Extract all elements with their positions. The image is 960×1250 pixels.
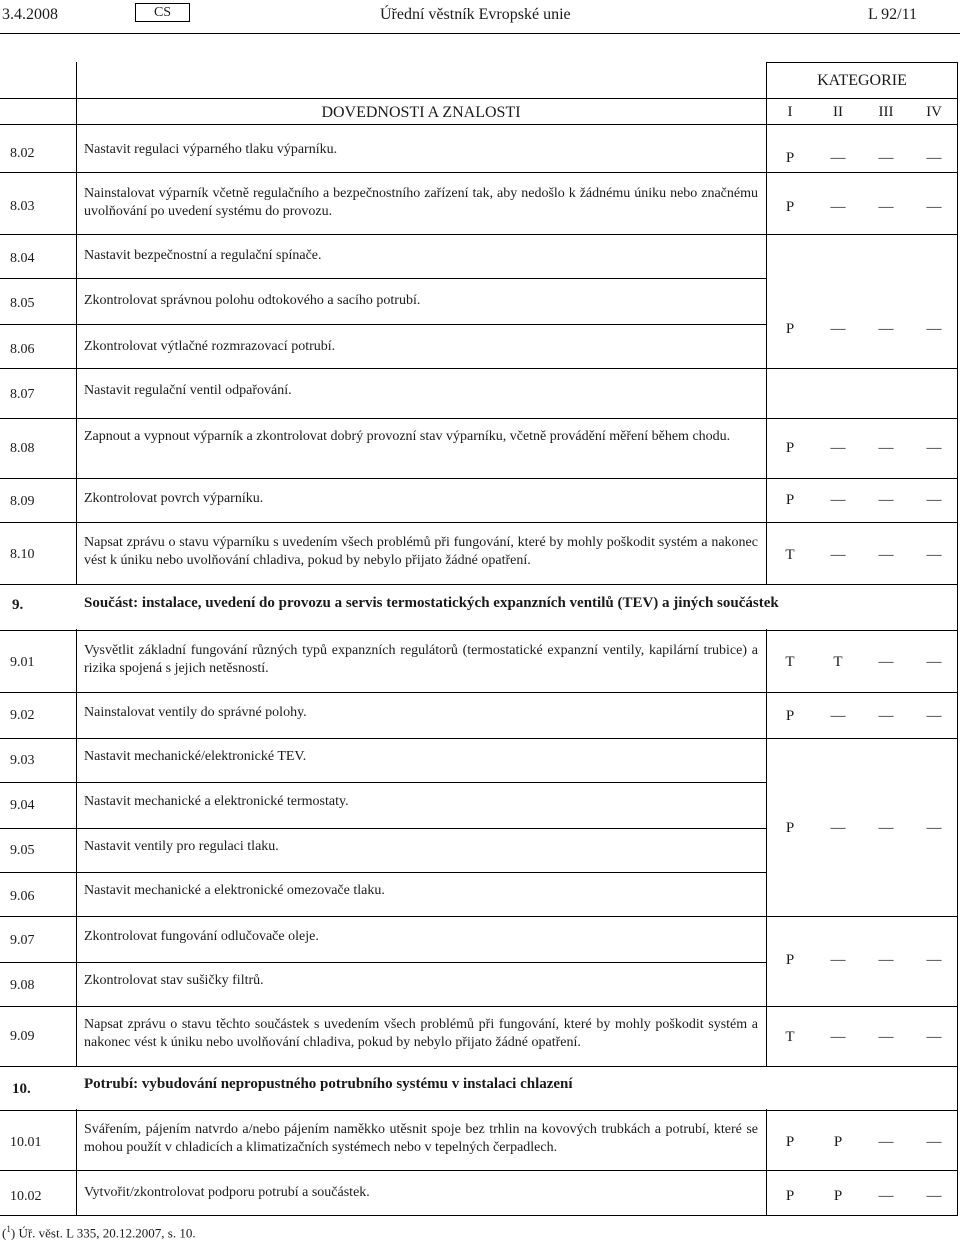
row-divider: [0, 368, 958, 369]
category-cell: T: [785, 654, 795, 670]
column-divider-number: [76, 62, 77, 1216]
category-column-2: II: [833, 104, 843, 120]
language-code-box: CS: [135, 3, 190, 22]
category-cell: —: [926, 321, 942, 337]
skills-header: DOVEDNOSTI A ZNALOSTI: [321, 104, 521, 121]
category-cell: P: [833, 1188, 843, 1204]
footnote-text: Úř. věst. L 335, 20.12.2007, s. 10.: [18, 1225, 196, 1241]
row-divider: [0, 234, 958, 235]
category-cell: —: [830, 150, 846, 166]
category-column-4: IV: [926, 104, 942, 120]
category-cell: —: [830, 708, 846, 724]
category-columns: [766, 104, 958, 126]
category-cell: —: [926, 150, 942, 166]
category-cell: T: [785, 547, 795, 563]
category-cell: —: [830, 199, 846, 215]
item-number: 9.04: [10, 798, 35, 813]
item-text: Zapnout a vypnout výparník a zkontrolovat dobrý provozní stav výparníku, včetně provádění měření během chodu.: [84, 429, 731, 444]
category-cell: —: [926, 1029, 942, 1045]
item-text: Nainstalovat výparník včetně regulačního a bezpečnostního zařízení tak, aby nedošlo k žádnému úniku nebo značnému uvolňování po uvedení systému do provozu.: [84, 186, 758, 219]
category-cell: —: [878, 1188, 894, 1204]
category-cell: —: [830, 547, 846, 563]
item-number: 9.06: [10, 889, 35, 904]
item-text: Vysvětlit základní fungování různých typů expanzních regulátorů (termostatické expanzní ventily, kapilární trubice) a rizika spojená s jejich netěsností.: [84, 643, 758, 676]
row-divider: [0, 1110, 958, 1111]
row-divider: [0, 782, 767, 783]
item-number: 8.04: [10, 251, 35, 266]
category-cell: P: [785, 1188, 795, 1204]
category-cells: [766, 1186, 958, 1206]
category-cells: [766, 490, 958, 510]
category-cell: P: [785, 199, 795, 215]
row-divider: [0, 324, 767, 325]
journal-title: Úřední věstník Evropské unie: [380, 6, 571, 23]
section-number: 10.: [12, 1081, 31, 1097]
row-divider: [0, 278, 767, 279]
item-text: Zkontrolovat správnou polohu odtokového a sacího potrubí.: [84, 293, 421, 308]
category-cell: —: [878, 440, 894, 456]
category-cell: —: [878, 492, 894, 508]
item-number: 8.07: [10, 387, 35, 402]
category-cell: —: [926, 1188, 942, 1204]
category-cell: —: [878, 820, 894, 836]
category-cell: T: [833, 654, 843, 670]
category-cell: P: [785, 150, 795, 166]
category-cells: [766, 438, 958, 458]
page-reference: L 92/11: [868, 6, 918, 23]
row-divider: [0, 1170, 958, 1171]
item-number: 9.07: [10, 933, 35, 948]
item-text: Napsat zprávu o stavu výparníku s uvedením všech problémů při fungování, které by mohly poškodit systém a nakonec vést k úniku nebo uvolňování chladiva, pokud by nebylo přijato žádné opatření.: [84, 535, 758, 568]
footnote: ($^1$) Úř. věst. L 335, 20.12.2007, s. 10.: [2, 1224, 196, 1241]
category-cell: —: [926, 547, 942, 563]
category-cell: —: [926, 492, 942, 508]
category-cell: —: [830, 492, 846, 508]
category-cell: —: [830, 440, 846, 456]
item-text: Nainstalovat ventily do správné polohy.: [84, 705, 307, 720]
row-divider: [0, 522, 958, 523]
item-number: 9.09: [10, 1029, 35, 1044]
header-date: 3.4.2008: [2, 6, 58, 23]
category-cell: —: [878, 321, 894, 337]
category-cell: —: [878, 547, 894, 563]
item-text: Svářením, pájením natvrdo a/nebo pájením naměkko utěsnit spoje bez trhlin na kovových trubkách a potrubí, které se mohou použít v chladicích a klimatizačních systémech nebo v tepelných čerpadlech.: [84, 1122, 758, 1155]
row-divider: [0, 738, 958, 739]
category-cells: [766, 706, 958, 726]
category-cell: —: [878, 1029, 894, 1045]
category-column-1: I: [787, 104, 793, 120]
table-header-divider: [0, 98, 958, 99]
footnote-mark: 1: [6, 1224, 11, 1234]
section-title: Součást: instalace, uvedení do provozu a servis termostatických expanzních ventilů (TEV) a jiných součástek: [84, 595, 779, 611]
category-column-3: III: [878, 104, 894, 120]
row-divider: [0, 872, 767, 873]
row-divider: [0, 962, 767, 963]
category-cell: —: [830, 820, 846, 836]
category-cell: —: [878, 199, 894, 215]
category-cells: [766, 1027, 958, 1047]
category-cells: [766, 1132, 958, 1152]
category-cells: [766, 652, 958, 672]
item-number: 8.10: [10, 547, 35, 562]
item-text: Nastavit ventily pro regulaci tlaku.: [84, 839, 279, 854]
category-cell: —: [926, 820, 942, 836]
section-title: Potrubí: vybudování nepropustného potrubního systému v instalaci chlazení: [84, 1076, 573, 1092]
table-bottom: [0, 1215, 958, 1216]
section-number: 9.: [12, 597, 24, 613]
item-text: Napsat zprávu o stavu těchto součástek s uvedením všech problémů při fungování, které by mohly poškodit systém a nakonec vést k úniku nebo uvolňování chladiva, pokud by nebylo přijato žádné opatření.: [84, 1017, 758, 1050]
item-number: 8.08: [10, 441, 35, 456]
item-number: 9.01: [10, 655, 35, 670]
item-number: 10.01: [10, 1135, 42, 1150]
item-number: 8.09: [10, 494, 35, 509]
row-divider: [0, 828, 767, 829]
category-cell: —: [878, 708, 894, 724]
category-cell: —: [926, 654, 942, 670]
category-cell: P: [833, 1134, 843, 1150]
row-divider: [0, 418, 958, 419]
category-cells: [766, 319, 958, 339]
category-header: KATEGORIE: [817, 72, 907, 89]
item-number: 8.06: [10, 342, 35, 357]
page-header: [0, 0, 960, 36]
row-divider: [0, 478, 958, 479]
category-cells: [766, 545, 958, 565]
category-cell: P: [785, 952, 795, 968]
skills-table: [0, 62, 960, 1216]
category-cell: —: [926, 708, 942, 724]
category-cell: P: [785, 708, 795, 724]
category-cell: —: [926, 952, 942, 968]
category-cell: —: [878, 952, 894, 968]
category-cell: —: [830, 321, 846, 337]
category-cell: —: [878, 654, 894, 670]
category-cell: —: [878, 150, 894, 166]
item-text: Nastavit mechanické a elektronické omezovače tlaku.: [84, 883, 385, 898]
row-divider: [0, 630, 958, 631]
category-cell: —: [926, 199, 942, 215]
item-text: Nastavit bezpečnostní a regulační spínače.: [84, 248, 322, 263]
category-cell: —: [926, 440, 942, 456]
item-number: 9.03: [10, 753, 35, 768]
row-divider: [0, 172, 958, 173]
item-number: 8.05: [10, 296, 35, 311]
item-number: 10.02: [10, 1189, 42, 1204]
item-number: 9.05: [10, 843, 35, 858]
item-text: Nastavit regulační ventil odpařování.: [84, 383, 292, 398]
category-cell: P: [785, 321, 795, 337]
category-cell: P: [785, 440, 795, 456]
row-divider: [0, 1006, 958, 1007]
item-text: Zkontrolovat výtlačné rozmrazovací potrubí.: [84, 339, 336, 354]
header-rule: [0, 33, 960, 34]
category-cell: —: [926, 1134, 942, 1150]
category-cells: [766, 818, 958, 838]
item-text: Nastavit mechanické/elektronické TEV.: [84, 749, 307, 764]
category-cells: [766, 148, 958, 168]
category-cells: [766, 950, 958, 970]
category-header-top-border: [766, 62, 958, 63]
item-number: 8.03: [10, 199, 35, 214]
row-divider: [0, 692, 958, 693]
item-text: Vytvořit/zkontrolovat podporu potrubí a součástek.: [84, 1185, 370, 1200]
category-cells: [766, 197, 958, 217]
item-text: Zkontrolovat fungování odlučovače oleje.: [84, 929, 319, 944]
category-cell: —: [878, 1134, 894, 1150]
item-number: 9.08: [10, 978, 35, 993]
item-text: Zkontrolovat stav sušičky filtrů.: [84, 973, 264, 988]
item-text: Nastavit mechanické a elektronické termostaty.: [84, 794, 349, 809]
item-number: 9.02: [10, 708, 35, 723]
category-cell: P: [785, 1134, 795, 1150]
category-cell: T: [785, 1029, 795, 1045]
category-cell: —: [830, 1029, 846, 1045]
category-cell: —: [830, 952, 846, 968]
item-number: 8.02: [10, 146, 35, 161]
category-cell: P: [785, 820, 795, 836]
item-text: Zkontrolovat povrch výparníku.: [84, 491, 264, 506]
item-text: Nastavit regulaci výparného tlaku výparníku.: [84, 142, 338, 157]
category-cell: P: [785, 492, 795, 508]
row-divider: [0, 916, 958, 917]
